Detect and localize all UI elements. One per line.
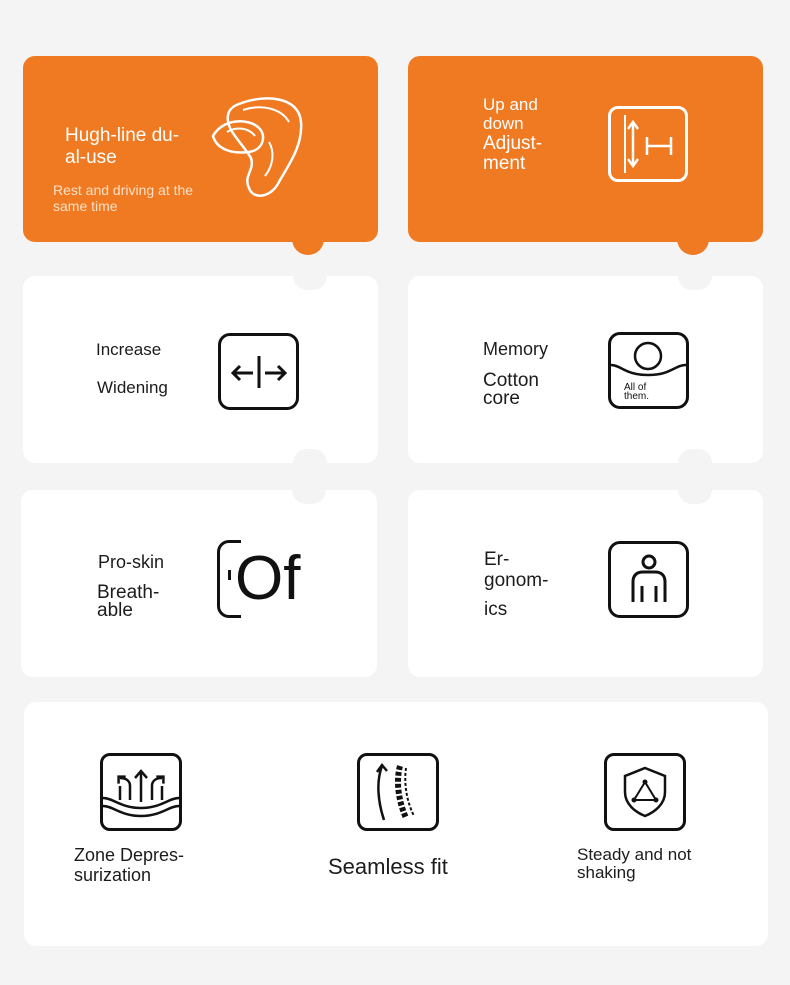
card-memory [408,276,763,463]
widen-arrows-icon [218,333,299,410]
card-up-down [408,56,763,242]
up-down-line-4: ment [483,153,526,174]
ergonomics-line-3: ics [484,599,508,620]
memory-line-3: core [483,388,520,409]
ergonomics-line-1: Er- [484,549,510,570]
card-pro-skin [21,490,377,677]
seamless-label: Seamless fit [328,854,448,879]
person-icon [608,541,689,618]
spine-icon [357,753,439,831]
memory-icon-text-2: them. [624,391,650,402]
ergonomics-line-2: gonom- [484,570,549,591]
up-down-line-2: down [483,114,524,133]
pillow-icon [209,92,319,202]
memory-icon-text-1: All of [624,382,647,393]
memory-foam-icon [608,332,689,409]
height-adjust-icon [608,106,688,182]
zone-line-1: Zone Depres- [74,845,185,865]
card-notch [293,449,327,463]
hugh-line-title-2: al-use [65,147,117,168]
shield-icon [604,753,686,831]
hugh-line-subtitle-2: same time [53,198,118,214]
card-notch [678,490,712,504]
hugh-line-title-1: Hugh-line du- [65,125,180,146]
breathable-icon-text: Of [235,544,301,613]
pro-skin-line-2: Breath- [97,582,160,603]
memory-line-2: Cotton [483,370,539,391]
increase-line-1: Increase [96,340,162,359]
breathable-icon [217,540,303,620]
up-down-line-1: Up and [483,95,538,114]
card-increase [23,276,378,463]
zone-line-2: surization [74,865,152,885]
bottom-panel [24,702,768,946]
card-tab [292,239,324,255]
pressure-arrows-icon [100,753,182,831]
card-tab [677,239,709,255]
card-hugh-line [23,56,378,242]
card-notch [678,449,712,463]
card-notch [293,276,327,290]
pro-skin-line-3: able [97,600,133,621]
steady-line-1: Steady and not [577,845,692,864]
increase-line-2: Widening [97,378,168,397]
up-down-line-3: Adjust- [483,133,543,154]
card-notch [292,490,326,504]
memory-line-1: Memory [483,339,549,359]
hugh-line-subtitle-1: Rest and driving at the [53,182,194,198]
steady-line-2: shaking [577,863,636,882]
card-notch [678,276,712,290]
card-ergonomics [408,490,763,677]
pro-skin-line-1: Pro-skin [98,552,165,572]
